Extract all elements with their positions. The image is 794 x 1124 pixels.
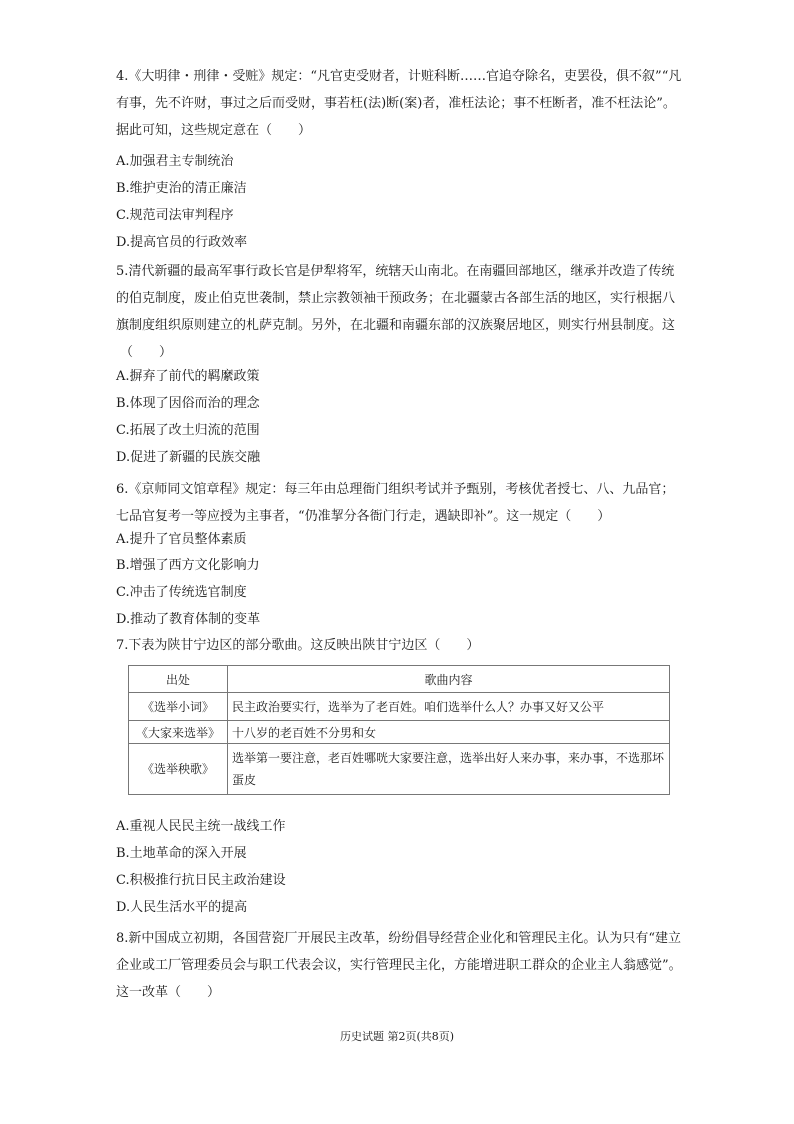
question-5-option-c: C.拓展了改土归流的范围 bbox=[116, 423, 260, 438]
question-4-option-c: C.规范司法审判程序 bbox=[116, 208, 234, 223]
question-7-stem: 7.下表为陕甘宁边区的部分歌曲。这反映出陕甘宁边区（ ） bbox=[116, 638, 480, 653]
question-5-stem-text: 5.清代新疆的最高军事行政长官是伊犁将军，统辖天山南北。在南疆回部地区，继承并改造了传统的伯克制度，废止伯克世袭制，禁止宗教领袖干预政务；在北疆蒙古各部生活的地区，实行根据八旗制度组织原则建立的札萨克制。另外，在北疆和南疆东部的汉族聚居地区，则实行州县制度。这 bbox=[116, 264, 676, 333]
question-6-stem: 6.《京师同文馆章程》规定：每三年由总理衙门组织考试并予甄别，考核优者授七、八、九品官；七品官复考一等应授为主事者，“仍准挈分各衙门行走，遇缺即补”。这一规定（ ） bbox=[116, 482, 675, 524]
table-cell-source: 《大家来选举》 bbox=[129, 721, 228, 744]
songs-table bbox=[128, 665, 670, 795]
page-footer: 历史试题 第2页(共8页) bbox=[339, 1030, 455, 1043]
table-cell-source: 《选举小词》 bbox=[129, 693, 228, 721]
question-4-option-a: A.加强君主专制统治 bbox=[116, 154, 234, 169]
question-6-option-c: C.冲击了传统选官制度 bbox=[116, 585, 247, 600]
question-5-option-d: D.促进了新疆的民族交融 bbox=[116, 450, 261, 465]
question-6-option-a: A.提升了官员整体素质 bbox=[116, 532, 247, 547]
table-row bbox=[129, 721, 670, 744]
question-5-option-b: B.体现了因俗而治的理念 bbox=[116, 396, 260, 411]
table-row bbox=[129, 693, 670, 721]
question-7-option-b: B.土地革命的深入开展 bbox=[116, 846, 247, 861]
question-6-option-b: B.增强了西方文化影响力 bbox=[116, 558, 260, 573]
table-row bbox=[129, 744, 670, 795]
question-6-option-d: D.推动了教育体制的变革 bbox=[116, 612, 261, 627]
question-4-option-d: D.提高官员的行政效率 bbox=[116, 235, 248, 250]
question-5-option-a: A.摒弃了前代的羁縻政策 bbox=[116, 369, 260, 384]
table-cell-source: 《选举秧歌》 bbox=[129, 744, 228, 795]
question-4-option-b: B.维护吏治的清正廉洁 bbox=[116, 181, 247, 196]
table-header-source: 出处 bbox=[129, 666, 228, 693]
question-7-option-d: D.人民生活水平的提高 bbox=[116, 900, 248, 915]
question-8-stem: 8.新中国成立初期，各国营瓷厂开展民主改革，纷纷倡导经营企业化和管理民主化。认为只有“建立企业或工厂管理委员会与职工代表会议，实行管理民主化，方能增进职工群众的企业主人翁感觉”。这一改革（ ） bbox=[116, 931, 682, 1000]
question-7-option-a: A.重视人民民主统一战线工作 bbox=[116, 819, 286, 834]
table-cell-content: 选举第一要注意，老百姓哪咣大家要注意，选举出好人来办事，来办事，不选那坏蛋皮 bbox=[228, 744, 670, 795]
question-4-stem: 4.《大明律・刑律・受赃》规定：“凡官吏受财者，计赃科断……官追夺除名，吏罢役，俱不叙”“凡有事，先不许财，事过之后而受财，事若枉(法)断(案)者，准枉法论；事不枉断者，准不枉法论”。据此可知，这些规定意在（ ） bbox=[116, 69, 682, 138]
table-cell-content: 十八岁的老百姓不分男和女 bbox=[228, 721, 670, 744]
question-5-stem bbox=[116, 258, 686, 366]
table-cell-content: 民主政治要实行，选举为了老百姓。咱们选举什么人？办事又好又公平 bbox=[228, 693, 670, 721]
question-5-stem-tail: （ ） bbox=[120, 345, 173, 360]
question-7-option-c: C.积极推行抗日民主政治建设 bbox=[116, 873, 286, 888]
table-header-content: 歌曲内容 bbox=[228, 666, 670, 693]
